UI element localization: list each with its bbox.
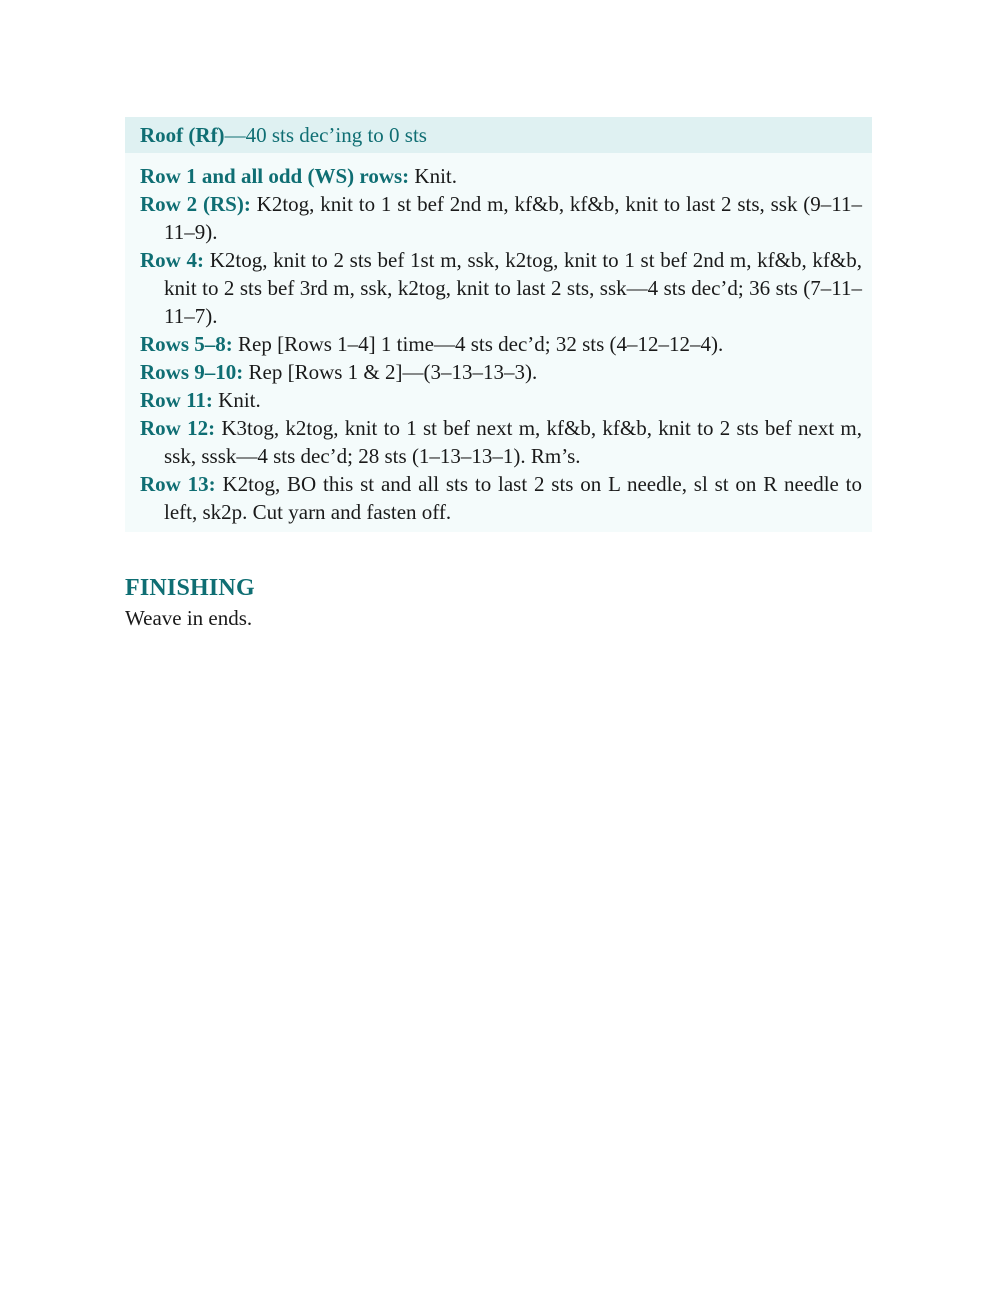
row-label: Row 11: — [140, 388, 213, 412]
row-instruction — [140, 414, 862, 470]
row-text: Rep [Rows 1 & 2]—(3–13–13–3). — [243, 360, 538, 384]
row-text: Rep [Rows 1–4] 1 time—4 sts dec’d; 32 sts (4–12–12–4). — [232, 332, 724, 356]
roof-title-rest: —40 sts dec’ing to 0 sts — [224, 123, 427, 147]
finishing-text: Weave in ends. — [125, 606, 253, 630]
row-label: Row 13: — [140, 472, 216, 496]
roof-instructions-panel — [125, 117, 872, 532]
row-instruction — [140, 162, 862, 190]
row-label: Rows 5–8: — [140, 332, 233, 356]
row-label: Row 4: — [140, 248, 205, 272]
row-text: Knit. — [409, 164, 457, 188]
row-instruction — [140, 386, 862, 414]
finishing-heading: FINISHING — [125, 575, 255, 601]
row-label: Row 12: — [140, 416, 216, 440]
row-instruction — [140, 330, 862, 358]
row-text: K3tog, k2tog, knit to 1 st bef next m, kf&b, kf&b, knit to 2 sts bef next m, ssk, sssk—4 sts dec’d; 28 sts (1–13–13–1). Rm’s. — [164, 416, 863, 468]
row-instruction — [140, 246, 862, 330]
row-instruction — [140, 470, 862, 526]
roof-title-bold: Roof (Rf) — [140, 123, 225, 147]
row-text: Knit. — [212, 388, 261, 412]
row-instruction — [140, 190, 862, 246]
row-label: Row 2 (RS): — [140, 192, 251, 216]
row-text: K2tog, knit to 2 sts bef 1st m, ssk, k2tog, knit to 1 st bef 2nd m, kf&b, kf&b, knit to 2 sts bef 3rd m, ssk, k2tog, knit to last 2 sts, ssk—4 sts dec’d; 36 sts (7–11–11–7). — [164, 248, 862, 328]
row-instruction — [140, 358, 862, 386]
roof-section-header — [125, 117, 872, 153]
row-label: Row 1 and all odd (WS) rows: — [140, 164, 410, 188]
roof-section-title — [140, 121, 427, 149]
row-text: K2tog, BO this st and all sts to last 2 sts on L needle, sl st on R needle to left, sk2p. Cut yarn and fasten off. — [164, 472, 862, 524]
roof-rows-list — [140, 162, 862, 526]
row-text: K2tog, knit to 1 st bef 2nd m, kf&b, kf&b, knit to last 2 sts, ssk (9–11–11–9). — [164, 192, 862, 244]
row-label: Rows 9–10: — [140, 360, 244, 384]
